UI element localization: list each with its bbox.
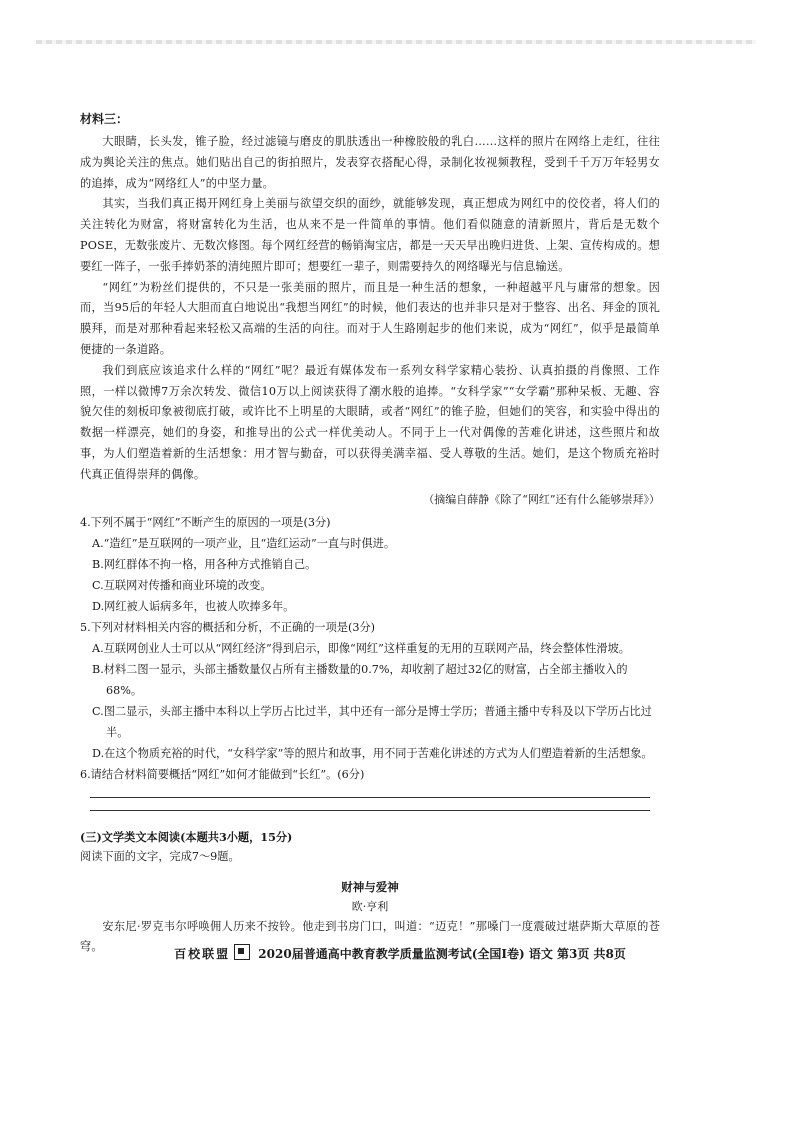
question-6-stem: 6.请结合材料简要概括“网红”如何才能做到“长红”。(6分): [80, 767, 365, 781]
material-paragraph: 其实，当我们真正揭开网红身上美丽与欲望交织的面纱，就能够发现，真正想成为网红中的佼佼者，将人们的关注转化为财富，将财富转化为生活，也从来不是一件简单的事情。他们看似随意的清新照片，背后是无数个POSE，无数张废片、无数次修图。每个网红经营的畅销淘宝店，都是一天天早出晚归进货、上架、宣传构成的。想要红一阵子，一张手捧奶茶的清纯照片即可；想要红一辈子，则需要持久的网络曝光与信息输送。: [80, 197, 660, 273]
answer-line[interactable]: [90, 810, 650, 811]
logo-mark-icon: [234, 944, 250, 960]
material-paragraph: “网红”为粉丝们提供的，不只是一张美丽的照片，而且是一种生活的想象，一种超越平凡与庸常的想象。因而，当95后的年轻人大胆而直白地说出“我想当网红”的时候，他们表达的也并非只是对于整容、出名、拜金的顶礼膜拜，而是对那种看起来轻松又高端的生活的向往。而对于人生路刚起步的他们来说，成为“网红”，似乎是最简单便捷的一条道路。: [80, 280, 660, 356]
page-footer: [100, 944, 700, 964]
answer-line[interactable]: [90, 797, 650, 798]
question-4-option-d: D.网红被人诟病多年，也被人吹捧多年。: [92, 599, 295, 613]
question-5-option-d: D.在这个物质充裕的时代，“女科学家”等的照片和故事，用不同于苦难化讲述的方式为人们塑造着新的生活想象。: [92, 746, 653, 760]
question-5-option-b: B.材料二图一显示，头部主播数量仅占所有主播数量的0.7%，却收割了超过32亿的财富，占全部主播收入的68%。: [92, 662, 628, 697]
footer-text: 2020届普通高中教育教学质量监测考试(全国Ⅰ卷) 语文 第3页 共8页: [258, 947, 626, 961]
question-4-option-b: B.网红群体不拘一格，用各种方式推销自己。: [92, 557, 317, 571]
page-content: [80, 110, 660, 958]
story-author: 欧·亨利: [351, 899, 389, 913]
material-paragraph: 我们到底应该追求什么样的“网红”呢？最近有媒体发布一系列女科学家精心装扮、认真拍摄的肖像照、工作照，一样以微博7万余次转发、微信10万以上阅读获得了潮水般的追捧。“女科学家”“女学霸”那种呆板、无趣、容貌欠佳的刻板印象被彻底打破，或许比不上明星的大眼睛，或者“网红”的锥子脸，但她们的笑容，和实验中得出的数据一样漂亮，她们的身姿，和推导出的公式一样优美动人。不同于上一代对偶像的苦难化讲述，这些照片和故事，为人们塑造着新的生活想象：用才智与勤奋，可以获得美满幸福、受人尊敬的生活。她们，是这个物质充裕时代真正值得崇拜的偶像。: [80, 363, 660, 481]
section-instruction: 阅读下面的文字，完成7～9题。: [80, 849, 240, 863]
scan-edge-line: [36, 40, 756, 44]
publisher-logo: 百校联盟: [174, 947, 231, 961]
question-5-stem: 5.下列对材料相关内容的概括和分析，不正确的一项是(3分): [80, 620, 376, 634]
question-4-option-c: C.互联网对传播和商业环境的改变。: [92, 578, 272, 592]
material-source: （摘编自薛静《除了“网红”还有什么能够崇拜》）: [423, 492, 660, 506]
section-heading: (三)文学类文本阅读(本题共3小题，15分): [80, 829, 293, 844]
question-4-option-a: A.“造红”是互联网的一项产业，且“造红运动”一直与时俱进。: [92, 536, 396, 550]
question-4-stem: 4.下列不属于“网红”不断产生的原因的一项是(3分): [80, 515, 331, 529]
question-5-option-c: C.图二显示，头部主播中本科以上学历占比过半，其中还有一部分是博士学历；普通主播中专科及以下学历占比过半。: [92, 704, 652, 739]
story-title: 财神与爱神: [341, 879, 399, 894]
story-paragraph: 安东尼·罗克韦尔呼唤佣人历来不按铃。他走到书房门口，叫道：“迈克！”那嗓门一度震破过堪萨斯大草原的苍穹。: [80, 919, 660, 954]
question-5-option-a: A.互联网创业人士可以从“网红经济”得到启示，即像“网红”这样重复的无用的互联网产品，终会整体性滑坡。: [92, 641, 630, 655]
material-paragraph: 大眼睛，长头发，锥子脸，经过滤镜与磨皮的肌肤透出一种橡胶般的乳白……这样的照片在网络上走红，往往成为舆论关注的焦点。她们贴出自己的街拍照片，发表穿衣搭配心得，录制化妆视频教程，受到千千万万年轻男女的追捧，成为“网络红人”的中坚力量。: [80, 135, 660, 190]
material-title: 材料三：: [80, 112, 129, 126]
